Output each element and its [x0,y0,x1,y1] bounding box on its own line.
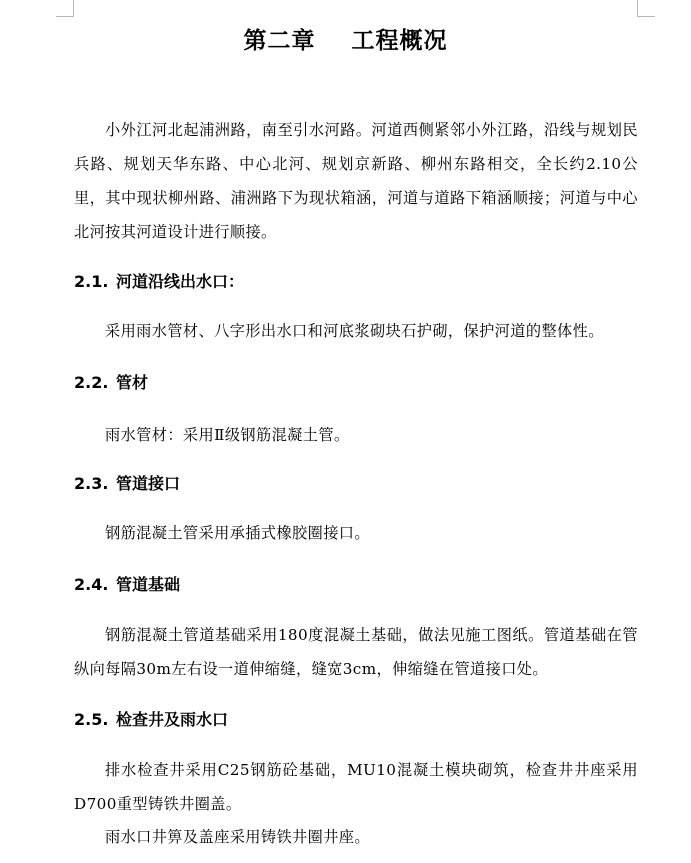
section-number: 2.4. [74,575,109,594]
section-title: 管材 [116,373,149,392]
chapter-title: 第二章 工程概况 [243,28,448,54]
section-title: 管道基础 [116,575,181,594]
section-paragraph: 采用雨水管材、八字形出水口和河底浆砌块石护砌，保护河道的整体性。 [105,322,604,340]
section-heading-2-4 [74,573,180,597]
section-number: 2.2. [74,373,109,392]
section-paragraph: 雨水管材：采用Ⅱ级钢筋混凝土管。 [105,426,350,444]
section-heading-2-5 [74,708,228,732]
section-number: 2.1. [74,272,109,291]
section-heading-2-3 [74,472,180,496]
intro-paragraph: 小外江河北起浦洲路，南至引水河路。河道西侧紧邻小外江路，沿线与规划民兵路、规划天华东路、中心北河、规划京新路、柳州东路相交，全长约2.10公里，其中现状柳州路、浦洲路下为现状箱涵，河道与道路下箱涵顺接；河道与中心北河按其河道设计进行顺接。 [74,121,638,241]
section-paragraph: 钢筋混凝土管采用承插式橡胶圈接口。 [105,524,370,542]
section-title: 河道沿线出水口： [116,272,245,291]
margin-corner-mark-top-left-h [56,16,74,17]
margin-corner-mark-top-right-h [637,16,655,17]
section-paragraph: 排水检查井采用C25钢筋砼基础，MU10混凝土模块砌筑，检查井井座采用D700重型铸铁井圈盖。 [74,761,638,813]
section-heading-2-2 [74,371,148,395]
section-heading-2-1 [74,270,244,294]
margin-corner-mark-top-left [73,0,74,16]
section-number: 2.5. [74,710,109,729]
margin-corner-mark-top-right [637,0,638,16]
section-paragraph: 雨水口井箅及盖座采用铸铁井圈井座。 [105,828,370,846]
section-title: 检查井及雨水口 [116,710,229,729]
section-paragraph: 钢筋混凝土管道基础采用180度混凝土基础，做法见施工图纸。管道基础在管纵向每隔30m左右设一道伸缩缝，缝宽3cm，伸缩缝在管道接口处。 [74,626,638,678]
section-title: 管道接口 [116,474,181,493]
section-number: 2.3. [74,474,109,493]
